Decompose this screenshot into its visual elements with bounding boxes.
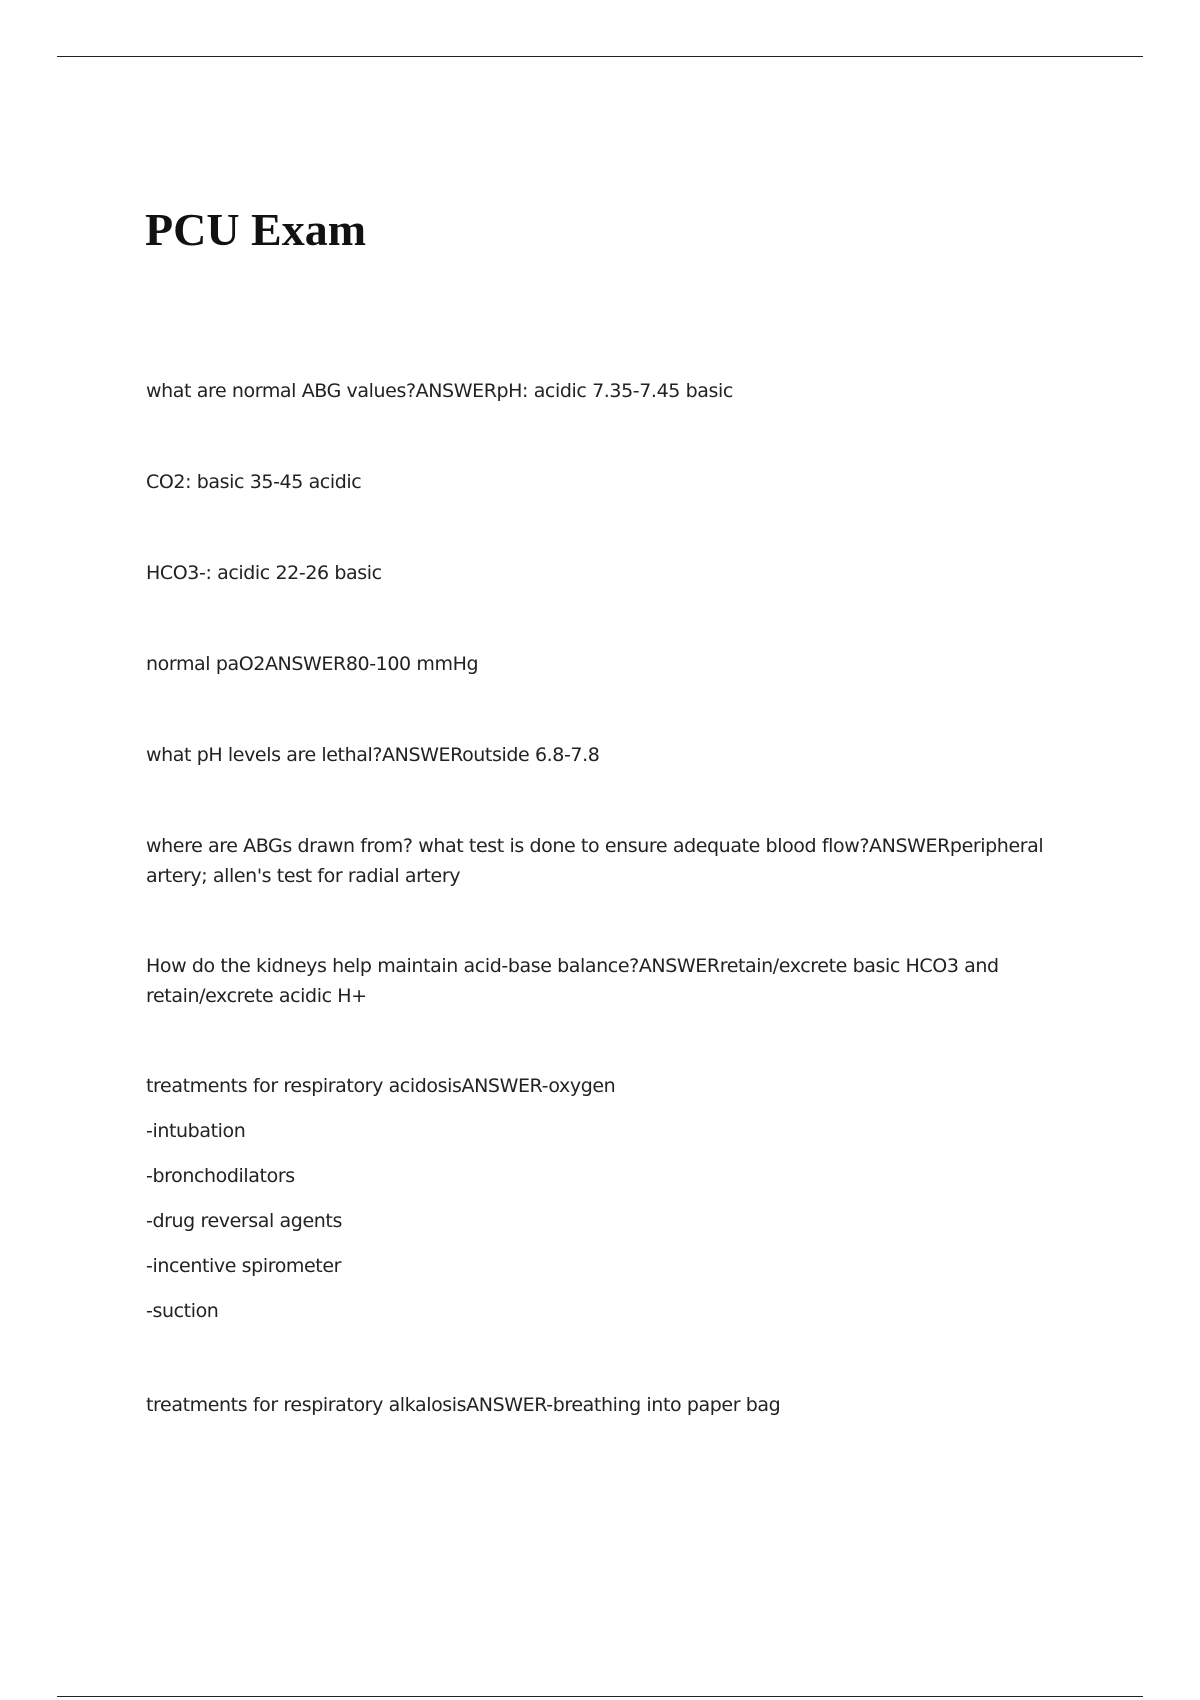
paragraph-abg-draw-site: where are ABGs drawn from? what test is done to ensure adequate blood flow?ANSWERperipheral artery; allen's test for radial artery — [146, 835, 1044, 887]
paragraph-lethal-ph: what pH levels are lethal?ANSWERoutside 6.8-7.8 — [146, 744, 600, 766]
list-item: -incentive spirometer — [146, 1255, 342, 1277]
list-item: -intubation — [146, 1120, 246, 1142]
bottom-rule — [57, 1696, 1143, 1697]
paragraph-hco3: HCO3-: acidic 22-26 basic — [146, 562, 382, 584]
paragraph-pao2: normal paO2ANSWER80-100 mmHg — [146, 653, 479, 675]
paragraph-kidneys: How do the kidneys help maintain acid-base balance?ANSWERretain/excrete basic HCO3 and retain/excrete acidic H+ — [146, 955, 999, 1007]
paragraph-resp-alkalosis: treatments for respiratory alkalosisANSWER-breathing into paper bag — [146, 1394, 781, 1416]
list-item: -bronchodilators — [146, 1165, 295, 1187]
top-rule — [57, 56, 1143, 57]
page-title: PCU Exam — [145, 204, 367, 255]
paragraph-abg-values: what are normal ABG values?ANSWERpH: acidic 7.35-7.45 basic — [146, 380, 733, 402]
paragraph-co2: CO2: basic 35-45 acidic — [146, 471, 362, 493]
list-item: -suction — [146, 1300, 219, 1322]
list-item: -drug reversal agents — [146, 1210, 342, 1232]
paragraph-resp-acidosis: treatments for respiratory acidosisANSWER-oxygen — [146, 1075, 616, 1097]
